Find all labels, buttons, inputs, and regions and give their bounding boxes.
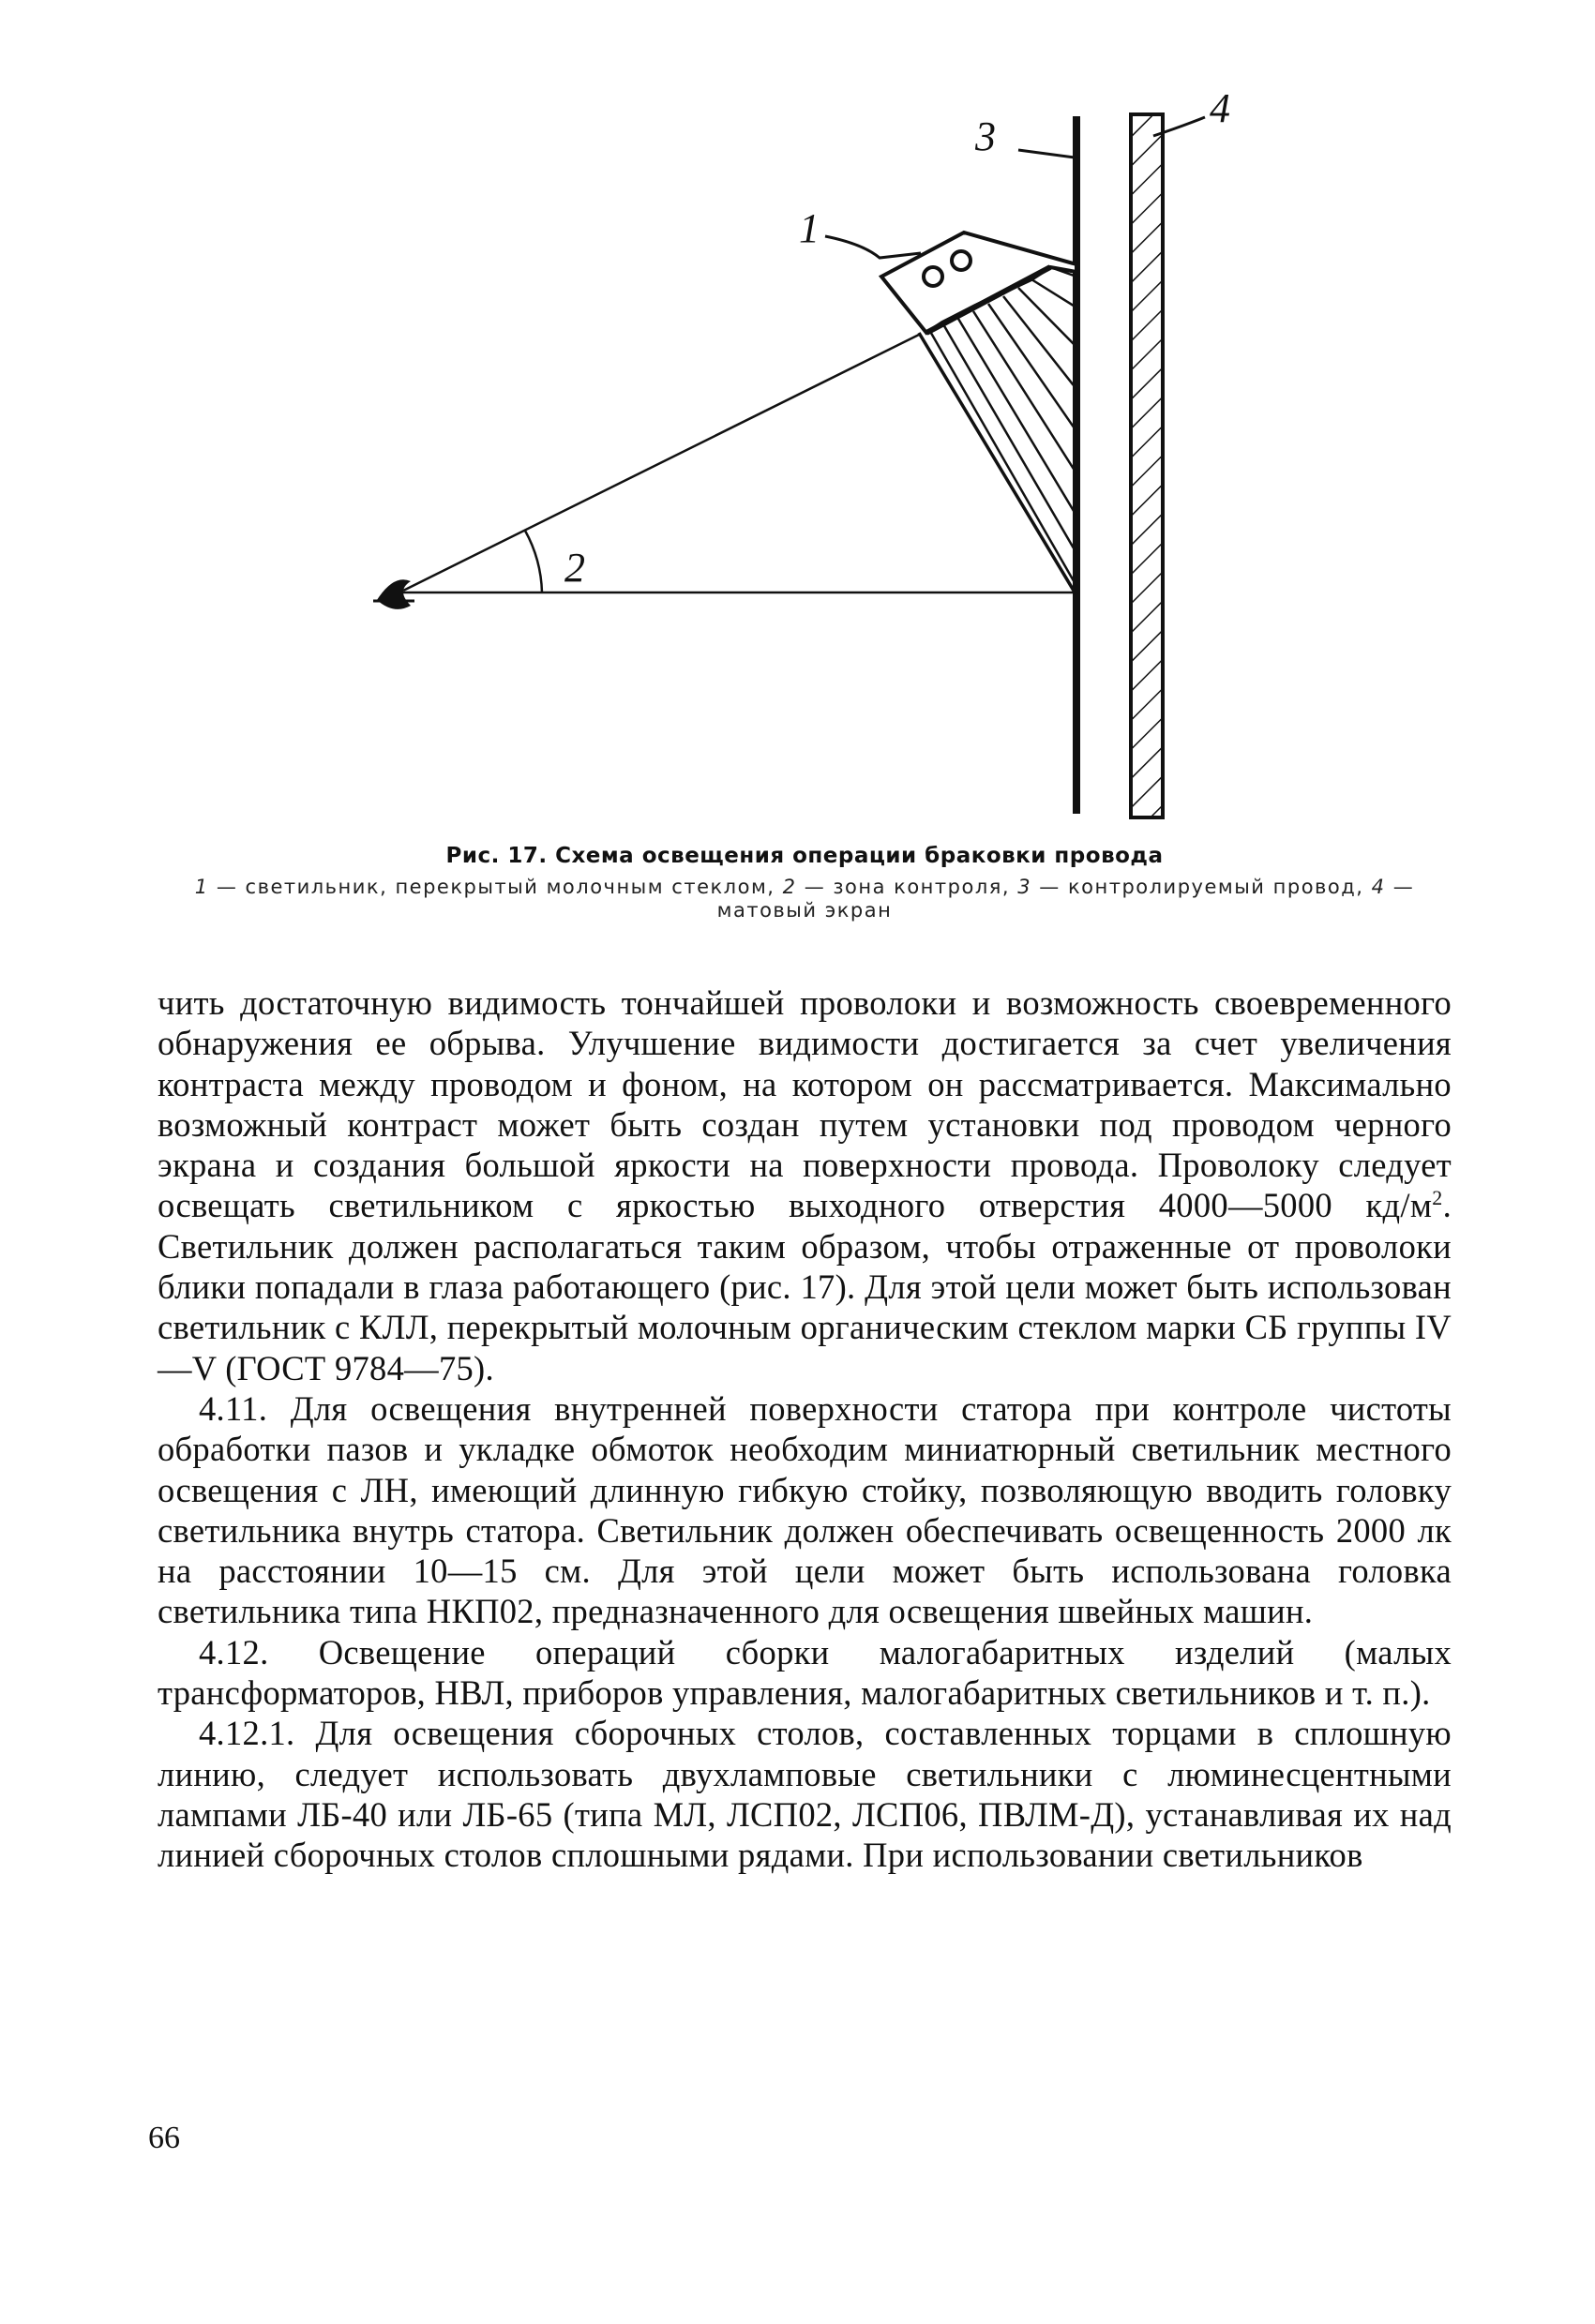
legend-text-4: — матовый экран <box>716 876 1415 922</box>
paragraph-continuation <box>158 982 1452 1388</box>
page-number: 66 <box>148 2121 180 2155</box>
label-1: 1 <box>799 205 820 251</box>
paragraph-4-12: 4.12. Освещение операций сборки малогабаритных изделий (малых трансформаторов, НВЛ, приборов управления, малогабаритных светильников и т. п.). <box>158 1632 1452 1713</box>
unit-superscript: 2 <box>1432 1186 1443 1210</box>
legend-text-1: — светильник, перекрытый молочным стеклом, <box>208 876 783 898</box>
control-zone-arc <box>525 531 542 592</box>
caption-title: Рис. 17. Схема освещения операции браковки провода <box>445 844 1164 868</box>
paragraph-4-12-1: 4.12.1. Для освещения сборочных столов, составленных торцами в сплошную линию, следует использовать двухламповые светильники с люминесцентными лампами ЛБ-40 или ЛБ-65 (типа МЛ, ЛСП02, ЛСП06, ПВЛМ-Д), устанавливая их над линией сборочных столов сплошными рядами. При использовании светильников <box>158 1714 1452 1875</box>
figure-caption <box>158 844 1452 922</box>
legend-text-2: — зона контроля, <box>796 876 1018 898</box>
matte-screen <box>1131 114 1163 817</box>
figure-17 <box>356 94 1275 844</box>
legend-text-3: — контролируемый провод, <box>1031 876 1372 898</box>
legend-num-4: 4 <box>1371 876 1386 898</box>
label-2: 2 <box>564 545 585 591</box>
legend-num-1: 1 <box>194 876 209 898</box>
legend-num-3: 3 <box>1017 876 1032 898</box>
legend-num-2: 2 <box>782 876 797 898</box>
body-text <box>158 982 1452 1876</box>
label-3: 3 <box>975 113 996 159</box>
label-4: 4 <box>1210 94 1230 131</box>
caption-legend <box>158 876 1452 922</box>
paragraph-4-11: 4.11. Для освещения внутренней поверхности статора при контроле чистоты обработки пазов и укладке обмоток необходим миниатюрный светильник местного освещения с ЛН, имеющий длинную гибкую стойку, позволяющую вводить головку светильника внутрь статора. Светильник должен обеспечивать освещенность 2000 лк на расстоянии 10—15 см. Для этой цели может быть использована головка светильника типа НКП02, предназначенного для освещения швейных машин. <box>158 1388 1452 1631</box>
paragraph-1-part-a: чить достаточную видимость тончайшей проволоки и возможность своевременного обнаружения ее обрыва. Улучшение видимости достигается за счет увеличения контраста между проводом и фоном, на котором он рассматривается. Максимально возможный контраст может быть создан путем установки под проводом черного экрана и создания большой яркости на поверхности провода. Проволоку следует освещать светильником с яркостью выходного отверстия 4000—5000 кд/м <box>158 983 1452 1225</box>
sight-lines <box>403 335 1076 592</box>
lighting-diagram <box>356 94 1275 844</box>
paragraph-1-part-b: . Светильник должен располагаться таким образом, чтобы отраженные от проволоки блики попадали в глаза работающего (рис. 17). Для этой цели может быть использован светильник с КЛЛ, перекрытый молочным органическим стеклом марки СБ группы IV—V (ГОСТ 9784—75). <box>158 1186 1452 1387</box>
eye-icon <box>373 579 414 609</box>
